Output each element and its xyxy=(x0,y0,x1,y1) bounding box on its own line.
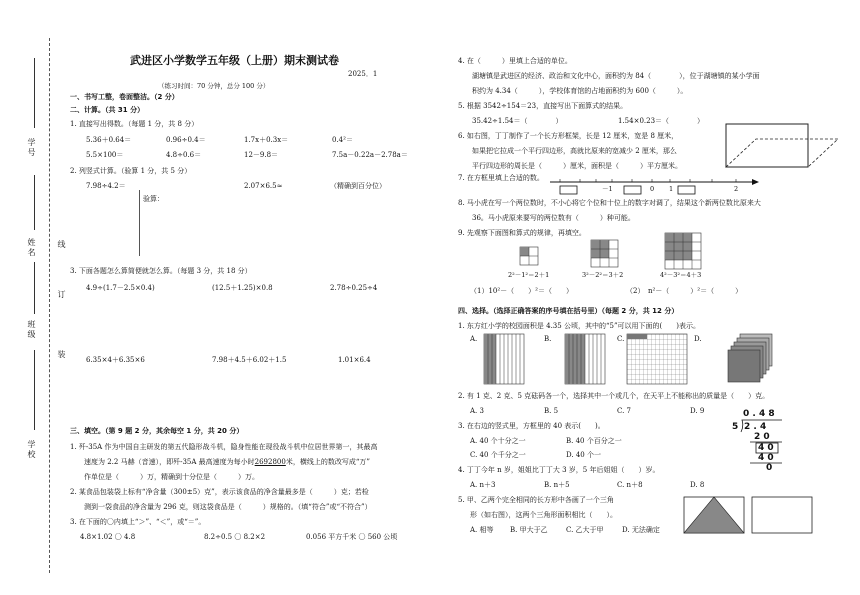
student-no-field[interactable] xyxy=(34,58,35,128)
exam-date: 2025．1 xyxy=(348,70,378,78)
check-label: 验算： xyxy=(143,195,164,203)
f3-item: 8.2÷0.5 〇 8.2×2 xyxy=(204,533,266,541)
option-c-figure xyxy=(627,334,689,386)
tick-label: －1 xyxy=(602,185,613,193)
f1-line: 速度为 2.2 马赫（音速），即歼-35A 最高速度为每小时2692800米，横线上的数改写成“万” xyxy=(84,458,370,466)
q3-item: 6.35×4＋6.35×6 xyxy=(86,356,145,364)
f9-equation: 2²－1²＝2＋1 xyxy=(508,271,550,279)
f2-line: 测到一袋食品的净含量为 296 克，则这袋食品是（ ）规格的。（填“符合”或“不符合”） xyxy=(84,503,372,511)
c1-question: 1. 东方红小学的校园面积是 4.35 公顷，其中的“5”可以用下面的( )表示。 xyxy=(458,322,701,330)
f8-line: 36。马小虎原来要写的两位数有（ ）种可能。 xyxy=(472,214,635,222)
f4-line: 湖塘镇是武进区的经济、政治和文化中心，面积约为 84（ ），位于湖塘镇的某小学面 xyxy=(472,72,760,80)
tick-label: 2 xyxy=(734,185,739,193)
division-dividend: 2 . 4 xyxy=(744,422,767,432)
rectangle-parallelogram-figure xyxy=(716,124,820,172)
c3-option: A. 40 个十分之一 xyxy=(470,437,526,445)
option-d-figure xyxy=(730,334,774,386)
c5-line: 形（如右图），这两个三角形面积相比（ ）。 xyxy=(470,511,617,519)
name-label: 姓名 xyxy=(27,238,36,258)
c4-question: 4. 丁丁今年 n 岁，姐姐比丁丁大 3 岁，5 年后姐姐（ ）岁。 xyxy=(458,466,660,474)
q3-item: 1.01×6.4 xyxy=(338,356,371,364)
q2-item-a: 7.98÷4.2＝ xyxy=(86,182,126,190)
c1-option-label: B. xyxy=(544,335,552,343)
school-field[interactable] xyxy=(34,350,35,430)
q1-item: 7.5a－0.22a－2.78a＝ xyxy=(332,151,408,159)
f4-line: 积约为 4.34（ ），学校体育馆的占地面积约为 600（ ）。 xyxy=(472,87,688,95)
c2-option: D. 9 xyxy=(690,407,705,415)
c5-option: A. 相等 xyxy=(470,526,494,534)
f3-heading: 3. 在下面的〇内填上“＞”、“＜”，或“＝”。 xyxy=(70,518,206,526)
name-field[interactable] xyxy=(34,175,35,230)
check-divider xyxy=(139,190,140,256)
c5-line: 5. 甲、乙两个完全相同的长方形中各画了一个三角 xyxy=(458,496,614,504)
grid-3x3 xyxy=(591,240,621,270)
q1-item: 5.5×100＝ xyxy=(86,151,124,159)
c3-option: D. 40 个一 xyxy=(566,451,601,459)
q3-heading: 3. 下面各题怎么算简便就怎么算。（每题 3 分，共 18 分） xyxy=(70,267,252,275)
c2-option: A. 3 xyxy=(470,407,484,415)
c1-option-label: D. xyxy=(694,335,702,343)
f6-line: 6. 如右图，丁丁制作了一个长方形框架，长是 12 厘米，宽是 8 厘米， xyxy=(458,132,679,140)
grid-4x4 xyxy=(665,233,705,273)
q1-item: 0.96÷0.4＝ xyxy=(166,136,206,144)
f1-underlined-number: 2692800 xyxy=(254,458,286,466)
f1-line: 作单位是（ ）万，精确到十分位是（ ）万。 xyxy=(84,473,259,481)
q1-item: 1.7x＋0.3x＝ xyxy=(244,136,289,144)
c3-option: B. 40 个百分之一 xyxy=(566,437,622,445)
seal-zhuang-text: 装 xyxy=(57,350,66,360)
f9-equation: 4²－3²＝4＋3 xyxy=(660,271,702,279)
c1-option-label: A. xyxy=(470,335,478,343)
f6-line: 平行四边形的周长是（ ）厘米，面积是（ ）平方厘米。 xyxy=(472,162,682,170)
q3-item: 7.98＋4.5＋6.02＋1.5 xyxy=(212,356,287,364)
binding-dashed-line xyxy=(49,38,50,573)
rectangle-yi-figure xyxy=(752,497,814,535)
f9-fill: （2） n²－（ ）²＝（ ） xyxy=(626,287,743,295)
f2-line: 2. 某食品包装袋上标有“净含量（300±5）克”，表示该食品的净含量最多是（ ）克；若检 xyxy=(70,488,369,496)
page-title: 武进区小学数学五年级（上册）期末测试卷 xyxy=(130,54,339,67)
time-info: （练习时间：70 分钟，总分 100 分） xyxy=(158,82,270,90)
grid-2x2 xyxy=(520,247,540,267)
c3-question: 3. 在右边的竖式里，方框里的 40 表示( )。 xyxy=(458,422,605,430)
c1-option-label: C. xyxy=(617,335,625,343)
f7-heading: 7. 在方框里填上合适的数。 xyxy=(458,174,544,182)
f6-line: 如果把它拉成一个平行四边形，高就比原来的宽减少 2 厘米，那么 xyxy=(472,147,677,155)
option-b-figure xyxy=(565,334,607,386)
c4-option: C. n＋8 xyxy=(617,481,643,489)
q1-item: 0.4²＝ xyxy=(332,136,353,144)
f9-equation: 3²－2²＝3＋2 xyxy=(582,271,624,279)
division-quotient: 0 . 4 8 xyxy=(743,409,775,419)
q2-heading: 2. 列竖式计算。（验算 1 分，共 5 分） xyxy=(70,167,192,175)
f5-item: 1.54×0.23＝（ ） xyxy=(618,117,705,125)
c5-option: D. 无法确定 xyxy=(622,526,660,534)
c3-option: C. 40 个千分之一 xyxy=(470,451,526,459)
division-divisor: 5 xyxy=(732,422,739,432)
q1-item: 12－9.8＝ xyxy=(244,151,279,159)
class-field[interactable] xyxy=(34,262,35,314)
division-step: 4 0 xyxy=(758,443,774,453)
q1-heading: 1. 直接写出得数。（每题 1 分，共 8 分） xyxy=(70,120,199,128)
seal-ding-text: 订 xyxy=(57,290,66,300)
c5-option: B. 甲大于乙 xyxy=(510,526,548,534)
c5-option: C. 乙大于甲 xyxy=(566,526,604,534)
c4-option: A. n＋3 xyxy=(470,481,496,489)
section-3-heading: 三、填空。（第 9 题 2 分，其余每空 1 分，共 20 分） xyxy=(70,427,244,435)
section-1-heading: 一、书写工整，卷面整洁。（2 分） xyxy=(70,93,179,101)
f9-fill: （1）10²－（ ）²＝（ ） xyxy=(470,287,573,295)
q2-item-b: 2.07×6.5≈ xyxy=(244,182,283,190)
f3-item: 4.8×1.02 〇 4.8 xyxy=(80,533,136,541)
section-4-heading: 四、选择。（选择正确答案的序号填在括号里）（每题 2 分，共 12 分） xyxy=(458,307,679,315)
student-no-label: 学号 xyxy=(27,138,36,158)
rectangle-jia-figure xyxy=(684,497,746,535)
f3-item: 0.056 平方千米 〇 560 公顷 xyxy=(306,533,398,541)
f5-item: 35.42÷1.54＝（ ） xyxy=(472,117,563,125)
f5-heading: 5. 根据 3542÷154＝23，直接写出下面算式的结果。 xyxy=(458,102,628,110)
f9-heading: 9. 先观察下面图和算式的规律，再填空。 xyxy=(458,229,586,237)
section-2-heading: 二、计算。（共 31 分） xyxy=(70,106,145,114)
q2-item-b-note: （精确到百分位） xyxy=(330,182,386,190)
division-step: 4 0 xyxy=(758,453,774,463)
f8-line: 8. 马小虎在写一个两位数时，不小心将它个位和十位上的数字对调了，结果这个新两位数比原来大 xyxy=(458,199,761,207)
division-step: 2 0 xyxy=(754,432,770,442)
q1-item: 4.8÷0.6＝ xyxy=(166,151,202,159)
c4-option: D. 8 xyxy=(690,481,705,489)
option-a-figure xyxy=(484,334,526,386)
c2-option: C. 7 xyxy=(617,407,632,415)
c4-option: B. n＋5 xyxy=(544,481,570,489)
q3-item: (12.5＋1.25)×0.8 xyxy=(212,284,273,292)
f4-heading: 4. 在（ ）里填上合适的单位。 xyxy=(458,57,572,65)
tick-label: 0 xyxy=(650,185,655,193)
class-label: 班级 xyxy=(27,320,36,340)
q3-item: 4.9÷(1.7－2.5×0.4) xyxy=(86,284,155,292)
f1-line: 1. 歼-35A 作为中国自主研发的第五代隐形战斗机，隐身性能在现役战斗机中位居世界第一，其最高 xyxy=(70,443,378,451)
c2-question: 2. 有 1 克、2 克、5 克砝码各一个，选择其中一个或几个，在天平上不能称出的质量是（ ）克。 xyxy=(458,392,770,400)
school-label: 学校 xyxy=(27,440,36,460)
q1-item: 5.36＋0.64＝ xyxy=(86,136,132,144)
seal-line-text: 线 xyxy=(57,240,66,250)
tick-label: 1 xyxy=(669,185,674,193)
c2-option: B. 5 xyxy=(544,407,559,415)
q3-item: 2.78÷0.25÷4 xyxy=(330,284,378,292)
division-step: 0 xyxy=(766,463,773,473)
division-lines xyxy=(738,420,788,475)
